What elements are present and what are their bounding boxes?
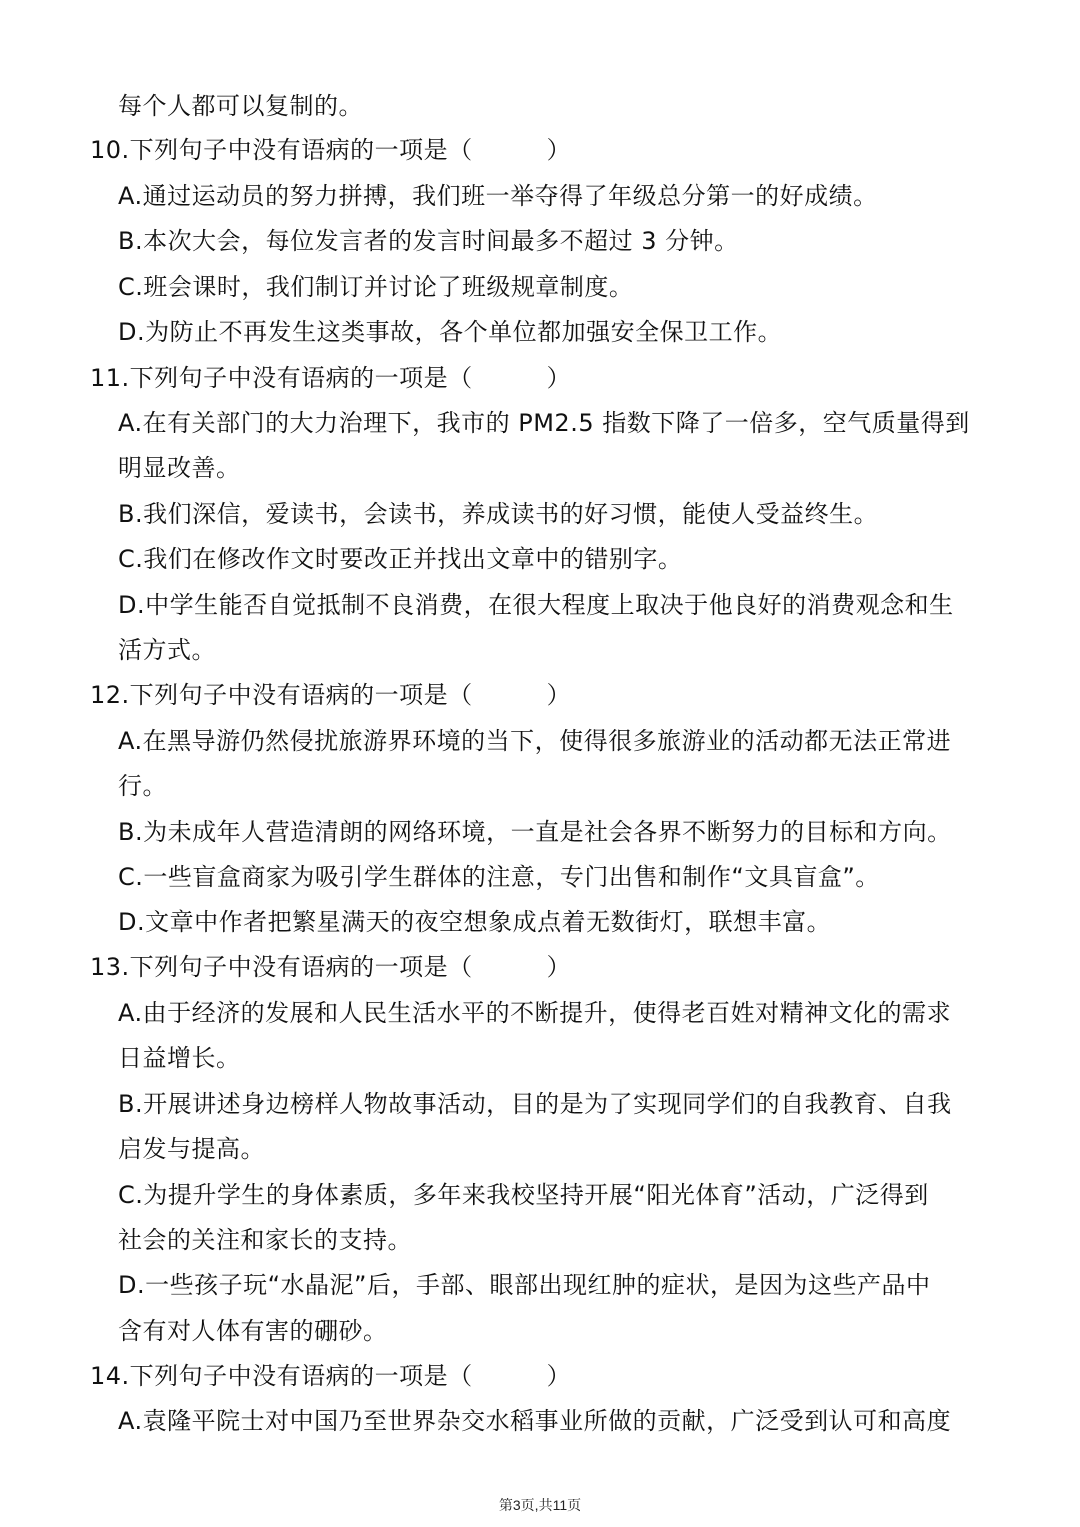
question-13-option-c-cont: 社会的关注和家长的支持。 xyxy=(118,1226,412,1254)
question-stem-text: 10.下列句子中没有语病的一项是（ xyxy=(90,136,473,164)
question-12-option-b: B.为未成年人营造清朗的网络环境，一直是社会各界不断努力的目标和方向。 xyxy=(118,818,952,846)
question-13-option-d: D.一些孩子玩“水晶泥”后，手部、眼部出现红肿的症状，是因为这些产品中 xyxy=(118,1271,931,1299)
question-12-option-a: A.在黑导游仍然侵扰旅游界环境的当下，使得很多旅游业的活动都无法正常进 xyxy=(118,727,952,755)
question-11-option-a: A.在有关部门的大力治理下，我市的 PM2.5 指数下降了一倍多，空气质量得到 xyxy=(118,409,970,437)
intro-continuation: 每个人都可以复制的。 xyxy=(118,92,363,120)
question-10-option-b: B.本次大会，每位发言者的发言时间最多不超过 3 分钟。 xyxy=(118,227,739,255)
question-13-option-a: A.由于经济的发展和人民生活水平的不断提升，使得老百姓对精神文化的需求 xyxy=(118,999,952,1027)
question-13-stem xyxy=(90,950,571,984)
question-13-option-c: C.为提升学生的身体素质，多年来我校坚持开展“阳光体育”活动，广泛得到 xyxy=(118,1181,929,1209)
question-stem-text: 14.下列句子中没有语病的一项是（ xyxy=(90,1362,473,1390)
question-11-option-c: C.我们在修改作文时要改正并找出文章中的错别字。 xyxy=(118,545,683,573)
question-13-option-b-cont: 启发与提高。 xyxy=(118,1135,265,1163)
closing-paren: ） xyxy=(546,681,572,709)
question-13-option-b: B.开展讲述身边榜样人物故事活动，目的是为了实现同学们的自我教育、自我 xyxy=(118,1090,952,1118)
question-13-option-d-cont: 含有对人体有害的硼砂。 xyxy=(118,1317,388,1345)
question-stem-text: 11.下列句子中没有语病的一项是（ xyxy=(90,364,473,392)
closing-paren: ） xyxy=(546,953,572,981)
question-14-stem xyxy=(90,1359,571,1393)
question-10-option-d: D.为防止不再发生这类事故，各个单位都加强安全保卫工作。 xyxy=(118,318,783,346)
question-10-option-c: C.班会课时，我们制订并讨论了班级规章制度。 xyxy=(118,273,634,301)
question-11-option-a-cont: 明显改善。 xyxy=(118,454,241,482)
question-12-option-c: C.一些盲盒商家为吸引学生群体的注意，专门出售和制作“文具盲盒”。 xyxy=(118,863,880,891)
closing-paren: ） xyxy=(546,1362,572,1390)
page-number: 第3页,共11页 xyxy=(498,1497,582,1513)
question-12-option-d: D.文章中作者把繁星满天的夜空想象成点着无数街灯，联想丰富。 xyxy=(118,908,832,936)
question-13-option-a-cont: 日益增长。 xyxy=(118,1044,241,1072)
question-stem-text: 12.下列句子中没有语病的一项是（ xyxy=(90,681,473,709)
question-11-option-d: D.中学生能否自觉抵制不良消费，在很大程度上取决于他良好的消费观念和生 xyxy=(118,591,954,619)
question-stem-text: 13.下列句子中没有语病的一项是（ xyxy=(90,953,473,981)
question-11-stem xyxy=(90,361,571,395)
question-14-option-a: A.袁隆平院士对中国乃至世界杂交水稻事业所做的贡献，广泛受到认可和高度 xyxy=(118,1407,952,1435)
question-10-stem xyxy=(90,133,571,167)
question-11-option-b: B.我们深信，爱读书，会读书，养成读书的好习惯，能使人受益终生。 xyxy=(118,500,879,528)
question-11-option-d-cont: 活方式。 xyxy=(118,636,216,664)
question-10-option-a: A.通过运动员的努力拼搏，我们班一举夺得了年级总分第一的好成绩。 xyxy=(118,182,878,210)
question-12-stem xyxy=(90,678,571,712)
closing-paren: ） xyxy=(546,136,572,164)
closing-paren: ） xyxy=(546,364,572,392)
question-12-option-a-cont: 行。 xyxy=(118,772,167,800)
